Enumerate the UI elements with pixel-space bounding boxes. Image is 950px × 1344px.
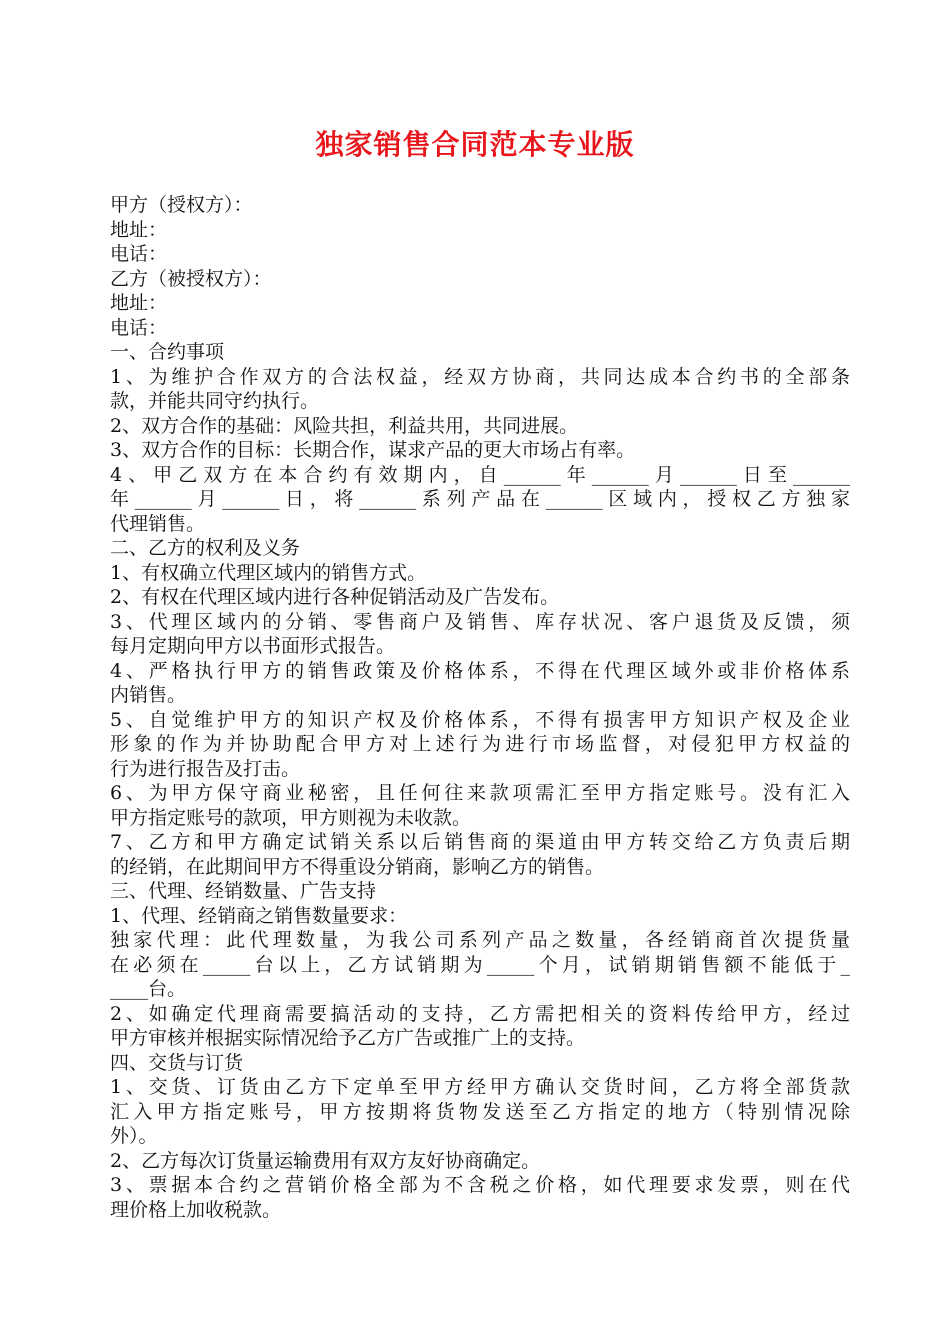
document-body — [110, 193, 850, 1222]
section-heading-4: 四、交货与订货 — [110, 1051, 244, 1074]
section-heading-3: 三、代理、经销数量、广告支持 — [110, 880, 377, 902]
clause-line: 的经销，在此期间甲方不得重设分销商，影响乙方的销售。 — [110, 855, 605, 878]
document-title: 独家销售合同范本专业版 — [315, 128, 635, 161]
clause-line: 独家代理：此代理数量，为我公司系列产品之数量，各经销商首次提货量 — [110, 929, 850, 951]
party-a-address-line: 地址： — [110, 218, 168, 241]
clause-line: 1、代理、经销商之销售数量要求： — [110, 904, 408, 927]
clause-line: 2、有权在代理区域内进行各种促销活动及广告发布。 — [110, 586, 560, 608]
clause-line: 内销售。 — [110, 684, 187, 706]
clause-line: 4、严格执行甲方的销售政策及价格体系，不得在代理区域外或非价格体系 — [110, 659, 850, 682]
clause-line: 在必须在_____台以上，乙方试销期为_____个月，试销期销售额不能低于_ — [110, 953, 850, 976]
clause-line: 3、代理区域内的分销、零售商户及销售、库存状况、客户退货及反馈，须 — [110, 610, 850, 633]
clause-line: 每月定期向甲方以书面形式报告。 — [110, 635, 396, 657]
clause-line: 2、如确定代理商需要搞活动的支持，乙方需把相关的资料传给甲方，经过 — [110, 1002, 850, 1025]
clause-line: 7、乙方和甲方确定试销关系以后销售商的渠道由甲方转交给乙方负责后期 — [110, 831, 850, 853]
party-b-address-line: 地址： — [110, 292, 168, 314]
clause-line: 代理销售。 — [110, 512, 206, 535]
party-b-phone-line: 电话： — [110, 316, 168, 339]
clause-line: 甲方审核并根据实际情况给予乙方广告或推广上的支持。 — [110, 1027, 586, 1049]
clause-line: 4、甲乙双方在本合约有效期内，自______年______月______日至______ — [110, 463, 850, 486]
clause-line: 2、双方合作的基础：风险共担，利益共用，共同进展。 — [110, 414, 579, 437]
clause-line: 1、为维护合作双方的合法权益，经双方协商，共同达成本合约书的全部条 — [110, 365, 850, 388]
clause-line: 外）。 — [110, 1125, 158, 1147]
section-heading-2: 二、乙方的权利及义务 — [110, 537, 301, 559]
clause-line: 款，并能共同守约执行。 — [110, 390, 320, 412]
clause-line: ____台。 — [110, 978, 187, 1000]
clause-line: 2、乙方每次订货量运输费用有双方友好协商确定。 — [110, 1149, 541, 1172]
clause-line: 1、有权确立代理区域内的销售方式。 — [110, 561, 427, 584]
clause-line: 甲方指定账号的款项，甲方则视为未收款。 — [110, 806, 472, 829]
clause-line: 形象的作为并协助配合甲方对上述行为进行市场监督，对侵犯甲方权益的 — [110, 733, 850, 755]
clause-line: 5、自觉维护甲方的知识产权及价格体系，不得有损害甲方知识产权及企业 — [110, 708, 850, 731]
party-b-line: 乙方（被授权方）： — [110, 267, 272, 290]
clause-line: 年______月______日，将______系列产品在______区域内，授权乙方独家 — [110, 488, 850, 510]
party-a-phone-line: 电话： — [110, 243, 168, 265]
clause-line: 汇入甲方指定账号，甲方按期将货物发送至乙方指定的地方（特别情况除 — [110, 1100, 850, 1123]
clause-line: 3、双方合作的目标：长期合作，谋求产品的更大市场占有率。 — [110, 439, 636, 461]
clause-line: 3、票据本合约之营销价格全部为不含税之价格，如代理要求发票，则在代 — [110, 1174, 850, 1196]
clause-line: 6、为甲方保守商业秘密，且任何往来款项需汇至甲方指定账号。没有汇入 — [110, 782, 850, 804]
clause-line: 1、交货、订货由乙方下定单至甲方经甲方确认交货时间，乙方将全部货款 — [110, 1076, 850, 1098]
clause-line: 行为进行报告及打击。 — [110, 757, 301, 780]
section-heading-1: 一、合约事项 — [110, 341, 225, 363]
clause-line: 理价格上加收税款。 — [110, 1198, 282, 1221]
party-a-line: 甲方（授权方）： — [110, 194, 253, 216]
